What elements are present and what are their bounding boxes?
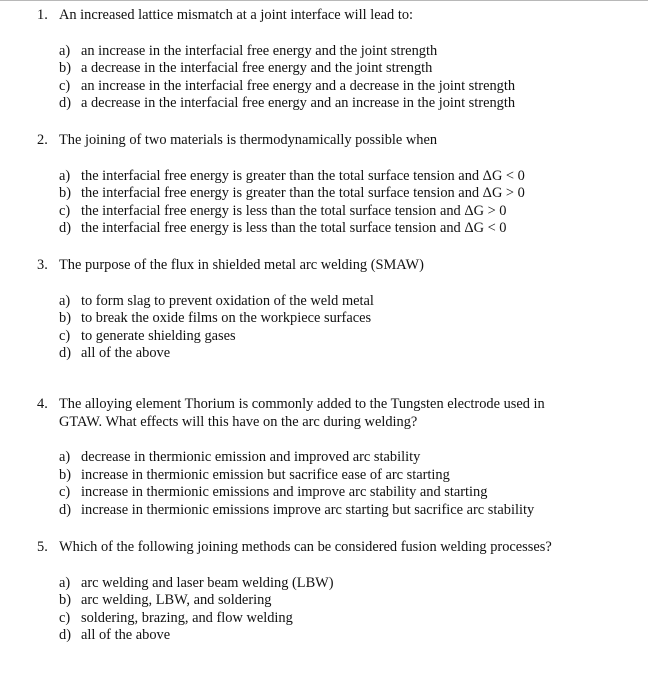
option-d[interactable] [59,95,637,113]
option-text: a decrease in the interfacial free energy and an increase in the joint strength [81,95,516,111]
option-letter: b) [59,60,71,76]
option-text: arc welding, LBW, and soldering [81,592,272,608]
option-text: an increase in the interfacial free energy and the joint strength [81,42,438,59]
question-3-options [59,293,637,363]
option-text: the interfacial free energy is less than the total surface tension and ΔG > 0 [81,202,507,219]
option-text: all of the above [81,345,171,361]
option-letter: a) [59,167,71,184]
question-number: 5. [37,539,48,555]
option-text: an increase in the interfacial free energy and a decrease in the joint strength [81,77,516,94]
option-b[interactable] [59,467,637,485]
option-b[interactable] [59,60,637,78]
option-letter: a) [59,449,71,465]
question-5-stem [37,539,637,557]
option-text: a decrease in the interfacial free energy and the joint strength [81,60,433,76]
option-d[interactable] [59,345,637,363]
option-a[interactable] [59,575,637,593]
option-b[interactable] [59,592,637,610]
option-c[interactable] [59,78,637,96]
question-number: 1. [37,7,48,23]
option-letter: a) [59,292,71,309]
question-5-options [59,575,637,645]
option-text: to break the oxide films on the workpiece surfaces [81,310,372,326]
option-text: decrease in thermionic emission and improved arc stability [81,449,421,465]
question-number: 2. [37,132,48,148]
option-text: the interfacial free energy is greater than the total surface tension and ΔG < 0 [81,167,525,184]
question-1-stem [37,7,637,25]
question-4-stem [37,396,637,431]
option-a[interactable] [59,293,637,311]
question-text: An increased lattice mismatch at a joint interface will lead to: [59,7,414,23]
option-text: the interfacial free energy is greater than the total surface tension and ΔG > 0 [81,185,525,201]
option-letter: b) [59,310,71,326]
question-2-stem [37,132,637,150]
option-text: all of the above [81,627,171,643]
question-3 [37,257,637,363]
question-4-options [59,449,637,519]
question-number: 4. [37,396,48,412]
option-letter: c) [59,202,71,219]
option-letter: d) [59,501,71,518]
option-text: the interfacial free energy is less than the total surface tension and ΔG < 0 [81,220,507,236]
option-b[interactable] [59,310,637,328]
option-letter: c) [59,484,71,500]
question-4 [37,396,637,519]
option-text: arc welding and laser beam welding (LBW) [81,574,334,591]
option-letter: c) [59,327,71,344]
option-text: increase in thermionic emission but sacrifice ease of arc starting [81,466,450,483]
option-letter: b) [59,185,71,201]
option-d[interactable] [59,220,637,238]
option-letter: d) [59,220,71,236]
question-text: The alloying element Thorium is commonly added to the Tungsten electrode used in GTAW. What effects will this have on the arc during welding? [59,396,545,430]
question-1 [37,7,637,113]
option-c[interactable] [59,610,637,628]
question-text: The joining of two materials is thermodynamically possible when [59,132,438,148]
option-letter: c) [59,609,71,626]
option-letter: d) [59,95,71,111]
top-divider [0,0,648,1]
option-letter: a) [59,574,71,591]
option-a[interactable] [59,449,637,467]
option-text: increase in thermionic emissions improve arc starting but sacrifice arc stability [81,501,535,518]
option-c[interactable] [59,328,637,346]
question-2 [37,132,637,238]
option-d[interactable] [59,627,637,645]
option-d[interactable] [59,502,637,520]
option-letter: d) [59,627,71,643]
option-c[interactable] [59,484,637,502]
option-text: to form slag to prevent oxidation of the weld metal [81,292,374,309]
option-b[interactable] [59,185,637,203]
question-5 [37,539,637,645]
option-text: to generate shielding gases [81,327,236,344]
option-letter: d) [59,345,71,361]
option-text: increase in thermionic emissions and improve arc stability and starting [81,484,488,500]
option-a[interactable] [59,43,637,61]
question-text: The purpose of the flux in shielded metal arc welding (SMAW) [59,257,424,273]
question-2-options [59,168,637,238]
question-1-options [59,43,637,113]
option-letter: b) [59,592,71,608]
option-letter: c) [59,77,71,94]
option-c[interactable] [59,203,637,221]
option-letter: b) [59,466,71,483]
question-number: 3. [37,257,48,273]
question-text: Which of the following joining methods can be considered fusion welding processes? [59,539,552,555]
question-3-stem [37,257,637,275]
option-text: soldering, brazing, and flow welding [81,609,293,626]
option-a[interactable] [59,168,637,186]
option-letter: a) [59,42,71,59]
